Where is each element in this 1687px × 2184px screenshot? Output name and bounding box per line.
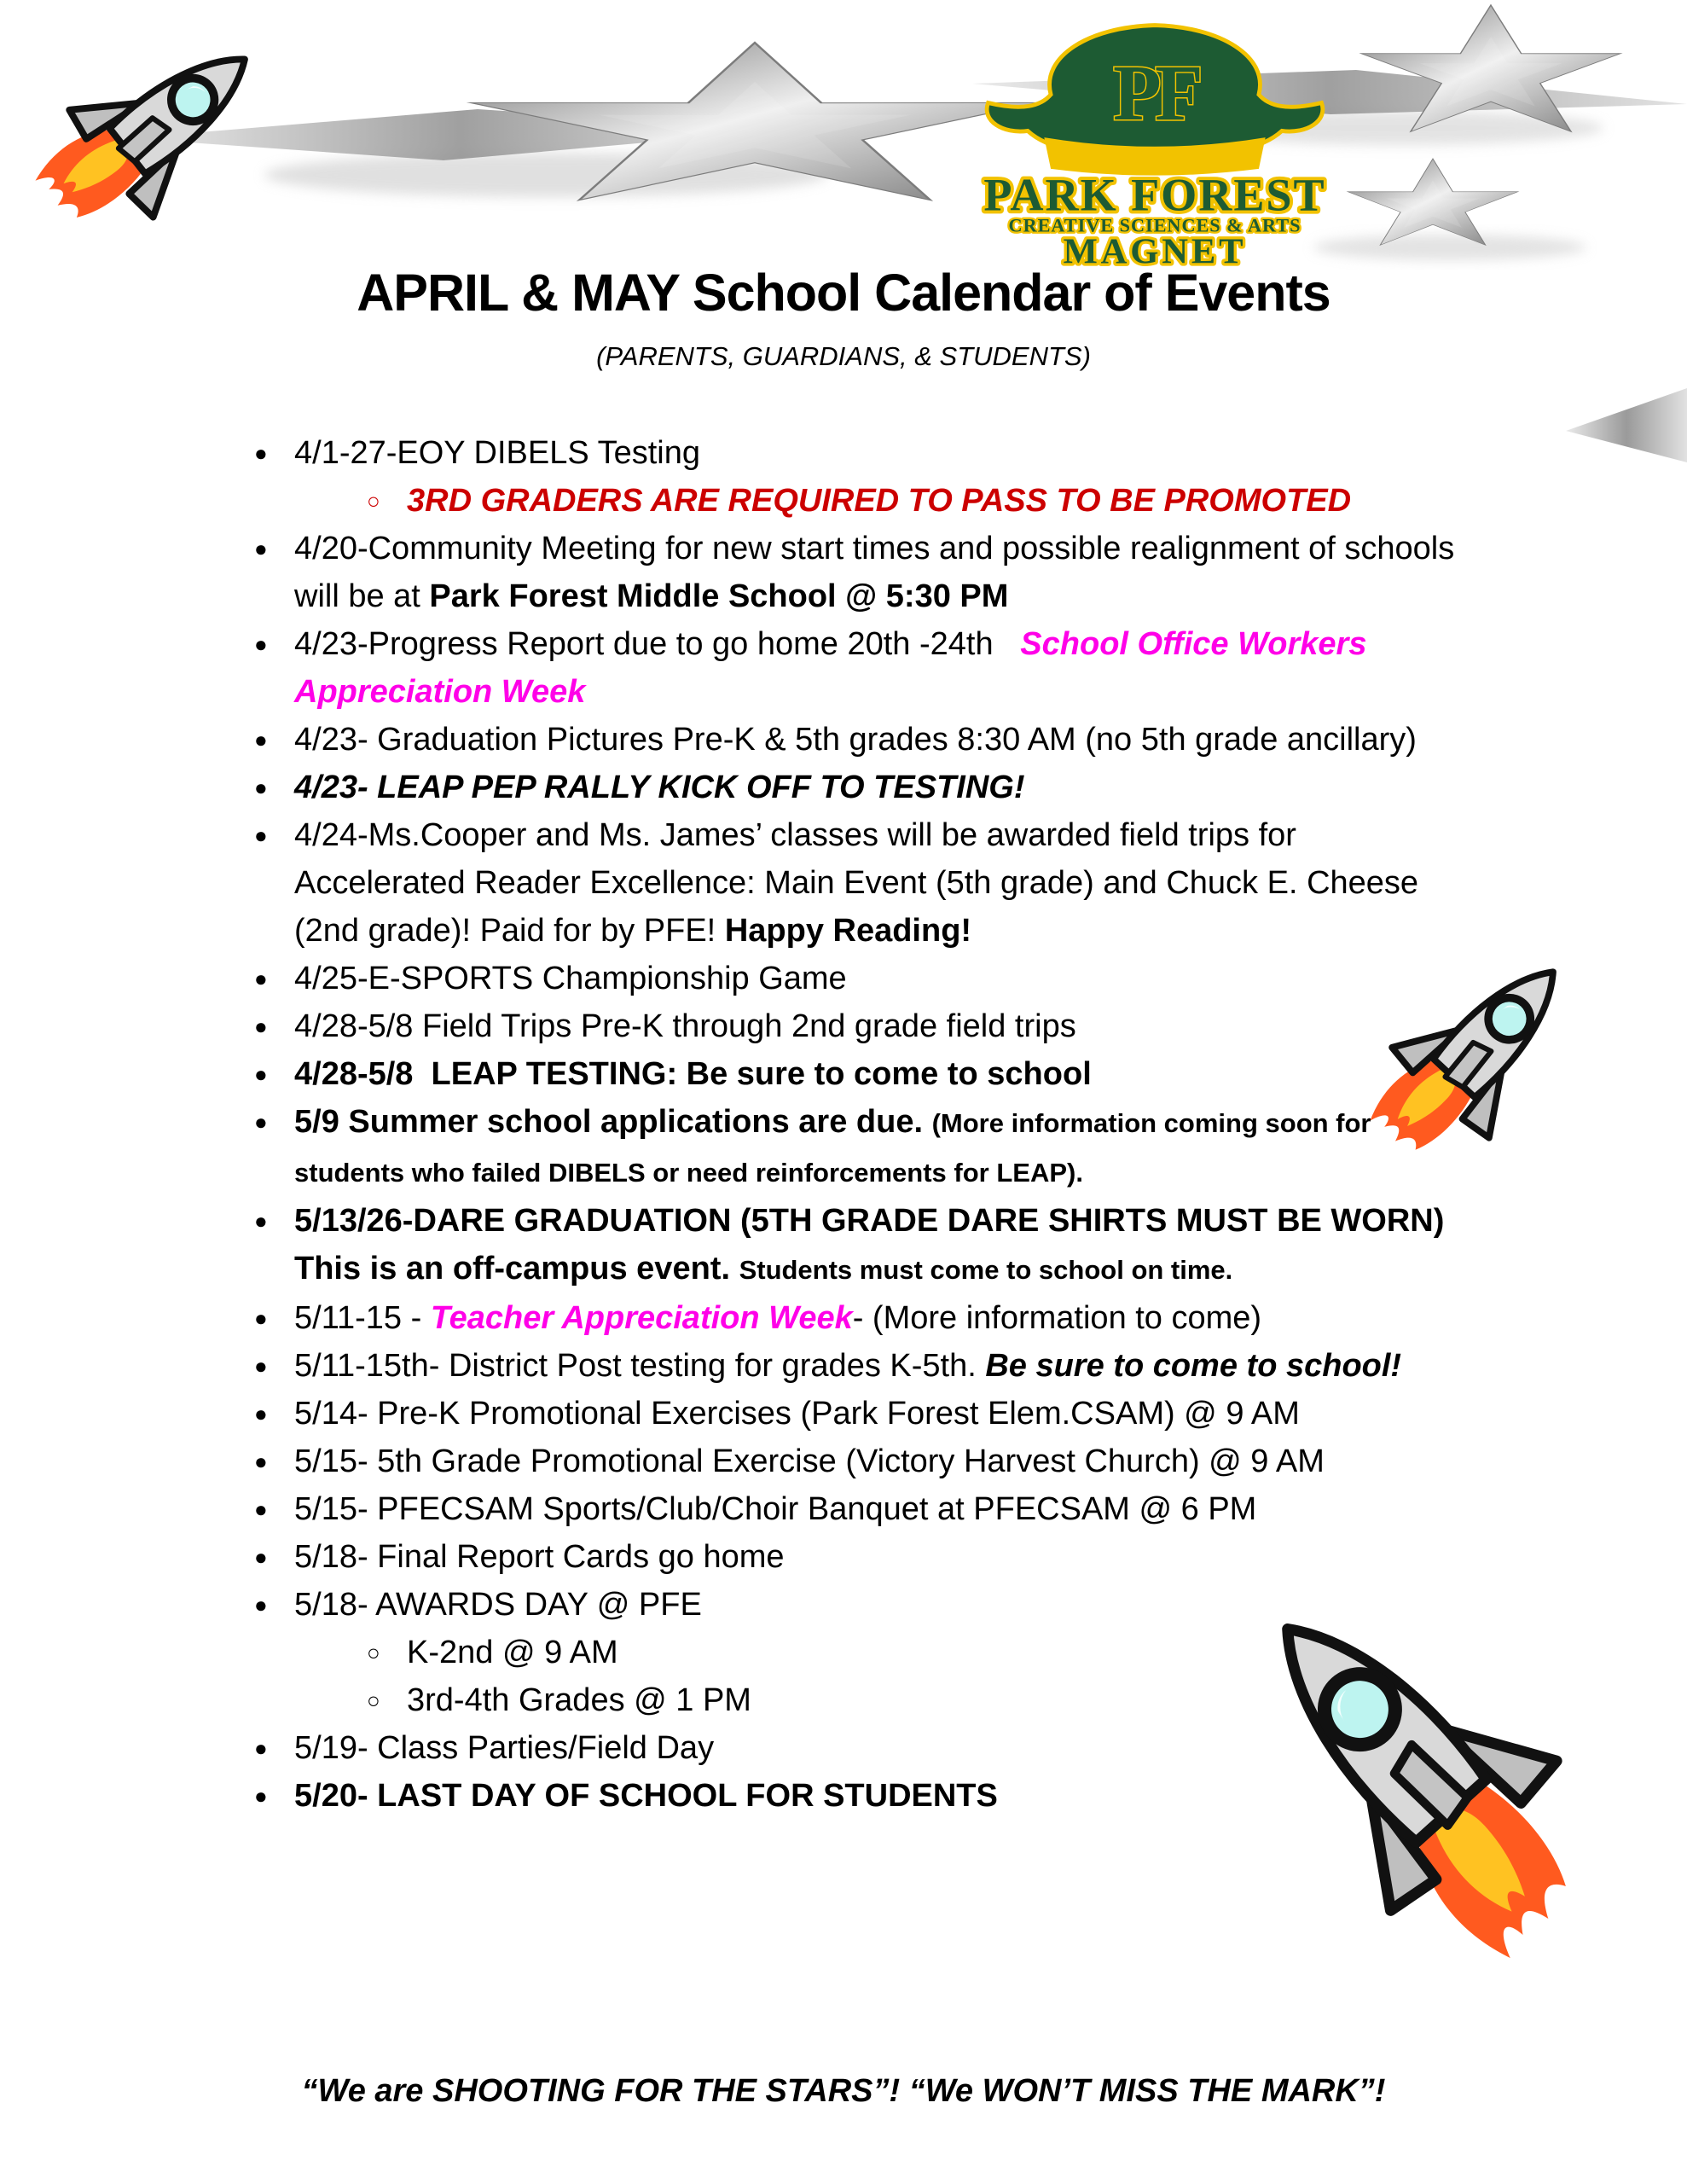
circle-bullet-icon: ○	[367, 488, 380, 514]
text-segment: 5/9 Summer school applications are due.	[294, 1104, 932, 1140]
disc-bullet-icon: ●	[254, 1496, 268, 1522]
text-segment: 5/19- Class Parties/Field Day	[294, 1730, 715, 1766]
event-text	[294, 1533, 1458, 1581]
disc-bullet-icon: ●	[254, 1109, 268, 1135]
disc-bullet-icon: ●	[254, 1735, 268, 1761]
event-text	[294, 1581, 1458, 1629]
list-item	[254, 955, 1458, 1002]
event-text	[294, 1294, 1458, 1342]
text-segment: 4/28-5/8 Field Trips Pre-K through 2nd grade field trips	[294, 1008, 1076, 1044]
disc-bullet-icon: ●	[254, 822, 268, 848]
logo-monogram: PF	[1113, 49, 1197, 137]
event-text	[294, 1724, 1458, 1772]
disc-bullet-icon: ●	[254, 1353, 268, 1379]
event-text	[294, 764, 1458, 811]
list-item	[254, 811, 1458, 955]
logo-magnet: MAGNET	[1063, 231, 1247, 270]
text-segment: 5/18- Final Report Cards go home	[294, 1539, 785, 1575]
events-list	[254, 429, 1458, 1820]
text-segment: 4/20-Community Meeting for new start times and possible realignment of schools will be at	[294, 531, 1455, 614]
event-text	[407, 477, 1458, 525]
list-item	[254, 1533, 1458, 1581]
list-item	[254, 1390, 1458, 1438]
text-segment: Park Forest Middle School @ 5:30 PM	[429, 578, 1009, 614]
disc-bullet-icon: ●	[254, 440, 268, 466]
text-segment: Students must come to school on time.	[739, 1255, 1233, 1285]
event-text	[294, 1098, 1458, 1197]
list-item	[254, 620, 1458, 716]
list-item	[254, 1581, 1458, 1629]
disc-bullet-icon: ●	[254, 1544, 268, 1570]
star-shadow	[1313, 235, 1586, 260]
list-item	[254, 525, 1458, 620]
list-item	[254, 1002, 1458, 1050]
disc-bullet-icon: ●	[254, 1208, 268, 1234]
event-text	[294, 1438, 1458, 1485]
text-segment: 4/28-5/8 LEAP TESTING: Be sure to come to school	[294, 1056, 1092, 1092]
event-text	[294, 1390, 1458, 1438]
list-item	[254, 1197, 1458, 1294]
list-item	[367, 1629, 1458, 1676]
text-segment: 5/15- 5th Grade Promotional Exercise (Victory Harvest Church) @ 9 AM	[294, 1443, 1325, 1479]
text-segment: 4/23- LEAP PEP RALLY KICK OFF TO TESTING!	[294, 770, 1025, 805]
list-item	[254, 1438, 1458, 1485]
list-item	[254, 1485, 1458, 1533]
text-segment: 5/15- PFECSAM Sports/Club/Choir Banquet at PFECSAM @ 6 PM	[294, 1491, 1257, 1527]
disc-bullet-icon: ●	[254, 1592, 268, 1618]
event-text	[294, 620, 1458, 716]
event-text	[294, 1485, 1458, 1533]
disc-bullet-icon: ●	[254, 1401, 268, 1426]
disc-bullet-icon: ●	[254, 1783, 268, 1809]
event-text	[294, 955, 1458, 1002]
text-segment: School Office Workers Appreciation Week	[294, 626, 1367, 710]
closing-quote: “We are SHOOTING FOR THE STARS”! “We WON’T MISS THE MARK”!	[301, 2073, 1386, 2109]
circle-bullet-icon: ○	[367, 1687, 380, 1713]
text-segment: (More information coming soon for students who failed DIBELS or need reinforcements for LEAP).	[294, 1108, 1371, 1188]
logo-school-name: PARK FOREST	[983, 169, 1326, 221]
event-text	[294, 525, 1458, 620]
text-segment: 4/24-Ms.Cooper and Ms. James’ classes will be awarded field trips for Accelerated Reader Excellence: Main Event (5th grade) and Chuck E. Cheese (2nd grade)! Paid for by PFE!	[294, 817, 1419, 949]
disc-bullet-icon: ●	[254, 1014, 268, 1039]
text-segment: 5/13/26-DARE GRADUATION (5TH GRADE DARE SHIRTS MUST BE WORN) This is an off-campus event.	[294, 1203, 1445, 1287]
text-segment: 5/11-15 -	[294, 1300, 431, 1336]
list-item	[254, 1342, 1458, 1390]
list-item	[254, 764, 1458, 811]
text-segment: - (More information to come)	[852, 1300, 1262, 1336]
text-segment: 3rd-4th Grades @ 1 PM	[407, 1682, 751, 1718]
event-text	[294, 1197, 1458, 1294]
event-text	[294, 1002, 1458, 1050]
text-segment: 4/25-E-SPORTS Championship Game	[294, 961, 847, 996]
disc-bullet-icon: ●	[254, 1061, 268, 1087]
text-segment: 5/20- LAST DAY OF SCHOOL FOR STUDENTS	[294, 1778, 998, 1814]
event-text	[294, 429, 1458, 477]
event-text	[294, 1772, 1458, 1820]
circle-bullet-icon: ○	[367, 1640, 380, 1665]
streak-icon	[1566, 388, 1687, 462]
disc-bullet-icon: ●	[254, 727, 268, 752]
list-item	[254, 716, 1458, 764]
text-segment: 4/1-27-EOY DIBELS Testing	[294, 435, 700, 471]
disc-bullet-icon: ●	[254, 1449, 268, 1474]
text-segment: K-2nd @ 9 AM	[407, 1635, 618, 1670]
disc-bullet-icon: ●	[254, 536, 268, 561]
text-segment: Teacher Appreciation Week	[430, 1300, 853, 1336]
list-item	[367, 477, 1458, 525]
text-segment: 3RD GRADERS ARE REQUIRED TO PASS TO BE PROMOTED	[407, 483, 1352, 519]
list-item	[367, 1676, 1458, 1724]
list-item	[254, 1098, 1458, 1197]
disc-bullet-icon: ●	[254, 966, 268, 991]
disc-bullet-icon: ●	[254, 1305, 268, 1331]
text-segment: 5/11-15th- District Post testing for grades K-5th.	[294, 1348, 986, 1384]
list-item	[254, 1724, 1458, 1772]
event-text	[294, 716, 1458, 764]
text-segment: Be sure to come to school!	[985, 1348, 1402, 1384]
text-segment: 5/18- AWARDS DAY @ PFE	[294, 1587, 702, 1623]
list-item	[254, 429, 1458, 477]
disc-bullet-icon: ●	[254, 631, 268, 657]
list-item	[254, 1294, 1458, 1342]
page-title: APRIL & MAY School Calendar of Events	[357, 264, 1330, 322]
school-logo	[959, 14, 1350, 270]
event-text	[294, 811, 1458, 955]
text-segment: 4/23-Progress Report due to go home 20th -24th	[294, 626, 1021, 662]
list-item	[254, 1050, 1458, 1098]
list-item	[254, 1772, 1458, 1820]
text-segment: 4/23- Graduation Pictures Pre-K & 5th grades 8:30 AM (no 5th grade ancillary)	[294, 722, 1417, 758]
star-icon	[1348, 159, 1518, 245]
page-subtitle: (PARENTS, GUARDIANS, & STUDENTS)	[596, 341, 1091, 371]
event-text	[294, 1050, 1458, 1098]
event-text	[407, 1629, 1458, 1676]
logo-tagline: CREATIVE SCIENCES & ARTS	[1008, 214, 1301, 236]
event-text	[294, 1342, 1458, 1390]
disc-bullet-icon: ●	[254, 775, 268, 800]
event-text	[407, 1676, 1458, 1724]
text-segment: 5/14- Pre-K Promotional Exercises (Park Forest Elem.CSAM) @ 9 AM	[294, 1396, 1300, 1432]
text-segment: Happy Reading!	[724, 913, 972, 949]
